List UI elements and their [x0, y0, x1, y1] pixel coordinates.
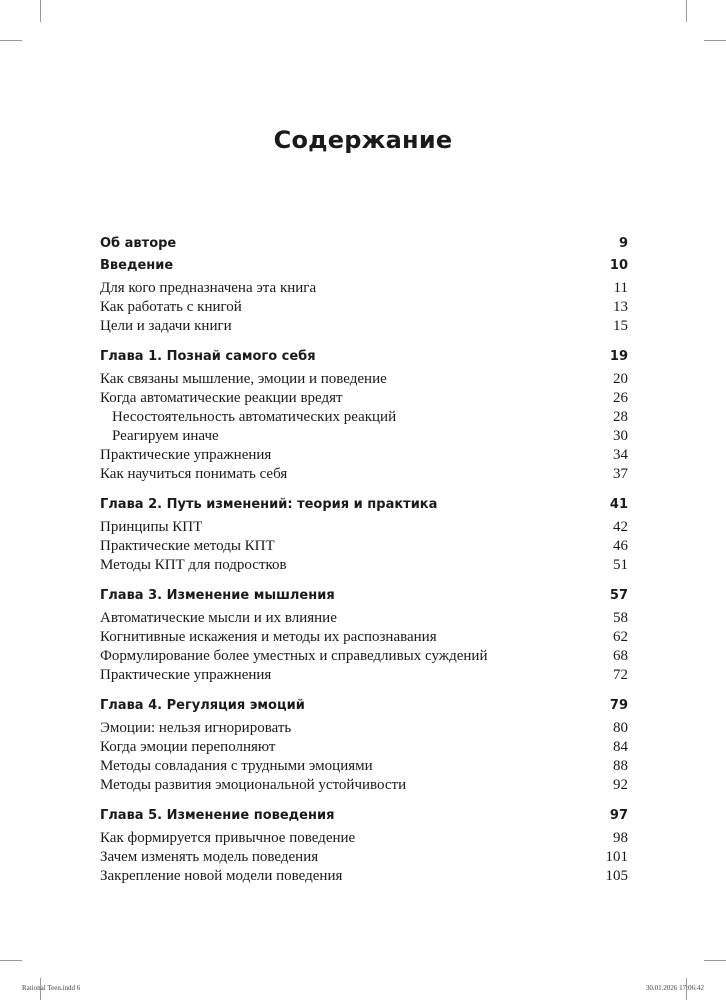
toc-entry [100, 519, 628, 538]
toc-entry-page-number: 97 [609, 808, 628, 823]
toc-entry-page-number: 101 [605, 849, 628, 865]
toc-entry-title: Цели и задачи книги [100, 318, 232, 334]
toc-entry-page-number: 46 [613, 538, 628, 554]
toc-entry-page-number: 105 [605, 868, 628, 884]
toc-entry-title: Как связаны мышление, эмоции и поведение [100, 371, 387, 387]
toc-entry [100, 739, 628, 758]
toc-entry-page-number: 34 [613, 447, 628, 463]
footer-timestamp: 30.01.2026 17:06:42 [645, 984, 704, 992]
crop-mark [704, 40, 726, 41]
toc-entry-title: Об авторе [100, 236, 177, 251]
toc-entry-page-number: 28 [613, 409, 628, 425]
toc-entry-title: Несостоятельность автоматических реакций [112, 409, 397, 425]
toc-entry-page-number: 11 [613, 280, 628, 296]
toc-entry-title: Методы КПТ для подростков [100, 557, 287, 573]
toc-chapter-entry [100, 588, 628, 610]
toc-entry [100, 447, 628, 466]
crop-mark [0, 40, 22, 41]
toc-entry-title: Практические упражнения [100, 447, 272, 463]
toc-entry-title: Реагируем иначе [112, 428, 219, 444]
toc-entry-page-number: 72 [613, 667, 628, 683]
toc-entry [100, 648, 628, 667]
toc-entry-title: Зачем изменять модель поведения [100, 849, 319, 865]
toc-entry-title: Как научиться понимать себя [100, 466, 288, 482]
toc-entry [100, 466, 628, 485]
toc-chapter-entry [100, 497, 628, 519]
toc-entry [100, 390, 628, 409]
toc-entry [100, 667, 628, 686]
toc-entry-title: Как работать с книгой [100, 299, 242, 315]
toc-entry [100, 409, 628, 428]
toc-entry-page-number: 84 [613, 739, 628, 755]
toc-entry-page-number: 19 [609, 349, 628, 364]
toc-entry-title: Когда автоматические реакции вредят [100, 390, 343, 406]
footer-file-info: Rational Teen.indd 6 [22, 984, 81, 992]
toc-entry [100, 629, 628, 648]
toc-entry-page-number: 13 [613, 299, 628, 315]
toc-chapter-entry [100, 349, 628, 371]
toc-entry-title: Практические упражнения [100, 667, 272, 683]
toc-entry-title: Введение [100, 258, 174, 273]
toc-entry [100, 299, 628, 318]
toc-entry [100, 557, 628, 576]
crop-mark [0, 960, 22, 961]
toc-entry-page-number: 62 [613, 629, 628, 645]
toc-entry-title: Когда эмоции переполняют [100, 739, 276, 755]
toc-entry [100, 610, 628, 629]
toc-entry [100, 849, 628, 868]
toc-chapter-entry [100, 698, 628, 720]
toc-entry-page-number: 30 [613, 428, 628, 444]
toc-entry [100, 830, 628, 849]
toc-entry-page-number: 37 [613, 466, 628, 482]
toc-entry-page-number: 26 [613, 390, 628, 406]
toc-entry-title: Когнитивные искажения и методы их распознавания [100, 629, 437, 645]
crop-mark [686, 0, 687, 22]
toc-entry [100, 720, 628, 739]
toc-chapter-entry [100, 258, 628, 280]
toc-entry-title: Принципы КПТ [100, 519, 203, 535]
toc-entry-title: Эмоции: нельзя игнорировать [100, 720, 292, 736]
toc-entry-title: Глава 5. Изменение поведения [100, 808, 335, 823]
toc-entry-title: Методы совладания с трудными эмоциями [100, 758, 373, 774]
toc-entry-page-number: 57 [609, 588, 628, 603]
toc-entry [100, 758, 628, 777]
toc-entry-title: Для кого предназначена эта книга [100, 280, 317, 296]
toc-entry-page-number: 51 [613, 557, 628, 573]
toc-entry-title: Автоматические мысли и их влияние [100, 610, 337, 626]
toc-entry-title: Глава 3. Изменение мышления [100, 588, 335, 603]
toc-chapter-entry [100, 808, 628, 830]
toc-entry-page-number: 98 [613, 830, 628, 846]
toc-entry [100, 538, 628, 557]
crop-mark [704, 960, 726, 961]
toc-entry-page-number: 10 [609, 258, 628, 273]
toc-entry-page-number: 80 [613, 720, 628, 736]
toc-entry-title: Глава 2. Путь изменений: теория и практика [100, 497, 438, 512]
toc-entry [100, 371, 628, 390]
toc-entry-page-number: 79 [609, 698, 628, 713]
toc-entry-page-number: 88 [613, 758, 628, 774]
toc-entry [100, 280, 628, 299]
crop-mark [40, 0, 41, 22]
toc-entry [100, 868, 628, 887]
toc-entry-page-number: 58 [613, 610, 628, 626]
toc-entry-page-number: 68 [613, 648, 628, 664]
table-of-contents [100, 236, 628, 887]
toc-entry [100, 777, 628, 796]
toc-entry-title: Глава 1. Познай самого себя [100, 349, 316, 364]
toc-entry-title: Методы развития эмоциональной устойчивости [100, 777, 407, 793]
toc-entry-title: Глава 4. Регуляция эмоций [100, 698, 305, 713]
toc-chapter-entry [100, 236, 628, 258]
toc-entry-title: Формулирование более уместных и справедливых суждений [100, 648, 488, 664]
toc-entry [100, 318, 628, 337]
toc-entry-page-number: 20 [613, 371, 628, 387]
toc-entry-page-number: 9 [618, 236, 628, 251]
page-title: Содержание [273, 126, 453, 154]
toc-entry-page-number: 15 [613, 318, 628, 334]
toc-entry-title: Закрепление новой модели поведения [100, 868, 343, 884]
toc-entry-page-number: 92 [613, 777, 628, 793]
toc-entry-page-number: 41 [609, 497, 628, 512]
toc-entry [100, 428, 628, 447]
toc-entry-title: Практические методы КПТ [100, 538, 275, 554]
toc-entry-title: Как формируется привычное поведение [100, 830, 356, 846]
toc-entry-page-number: 42 [613, 519, 628, 535]
